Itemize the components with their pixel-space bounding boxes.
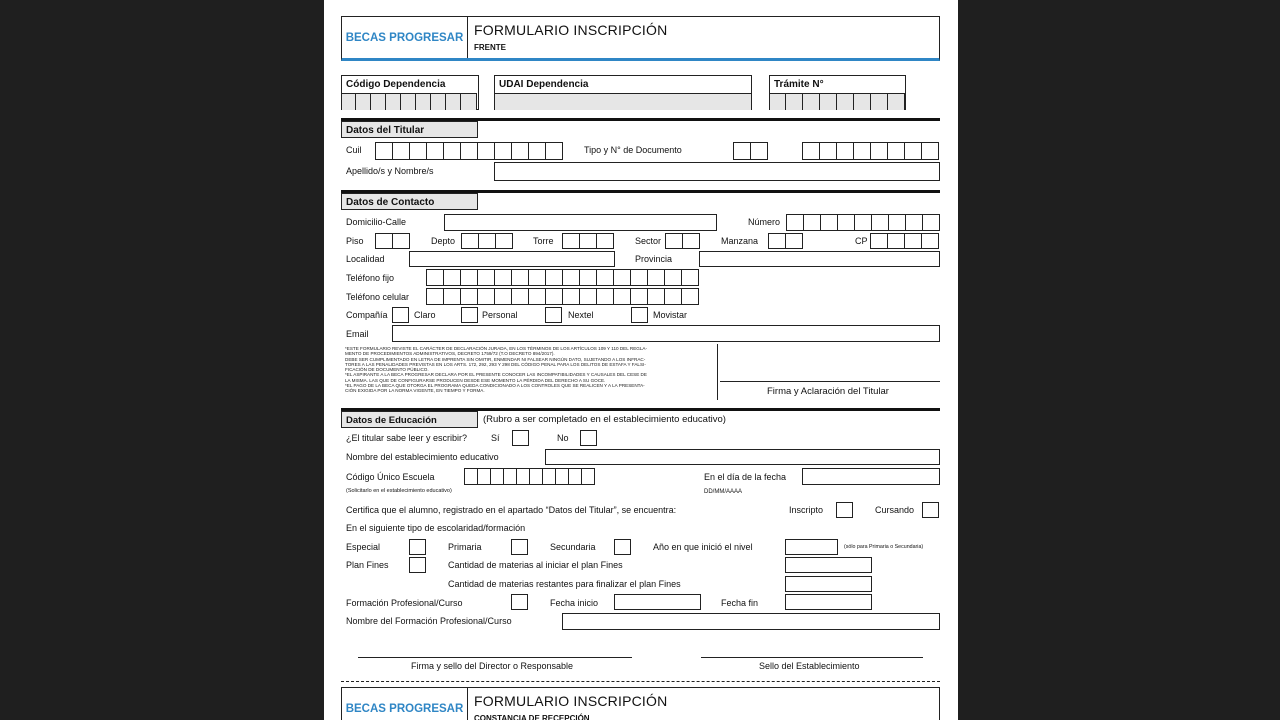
fecha-fin-label: Fecha fin	[721, 598, 759, 608]
email-input[interactable]	[392, 325, 940, 342]
receipt-title: FORMULARIO INSCRIPCIÓN	[474, 693, 668, 709]
formacion-label: Formación Profesional/Curso	[346, 598, 463, 608]
materias-iniciar-label: Cantidad de materias al iniciar el plan Fines	[448, 560, 623, 570]
receipt-brand-logo: BECAS PROGRESAR	[342, 688, 468, 720]
form-header	[341, 16, 940, 61]
numero-documento-cells[interactable]	[802, 142, 939, 160]
fecha-inicio-label: Fecha inicio	[550, 598, 599, 608]
nextel-label: Nextel	[568, 310, 594, 320]
section-contacto: Datos de Contacto	[341, 193, 478, 210]
si-checkbox[interactable]	[512, 430, 529, 446]
claro-checkbox[interactable]	[392, 307, 409, 323]
torre-label: Torre	[533, 236, 554, 246]
firma-titular-line	[720, 381, 940, 382]
especial-checkbox[interactable]	[409, 539, 426, 555]
depto-cells[interactable]	[461, 233, 513, 249]
cp-label: CP	[855, 236, 868, 246]
manzana-cells[interactable]	[768, 233, 803, 249]
nombre-formacion-input[interactable]	[562, 613, 940, 630]
claro-label: Claro	[414, 310, 436, 320]
torre-cells[interactable]	[562, 233, 614, 249]
certifica-label: Certifica que el alumno, registrado en el apartado “Datos del Titular”, se encuentra:	[346, 505, 677, 515]
sector-cells[interactable]	[665, 233, 700, 249]
form-sheet	[324, 0, 958, 720]
fecha-input[interactable]	[802, 468, 940, 485]
codigo-escuela-label: Código Único Escuela	[346, 472, 435, 482]
codigo-dependencia-box	[341, 75, 479, 110]
sector-label: Sector	[635, 236, 662, 246]
form-title: FORMULARIO INSCRIPCIÓN	[474, 22, 668, 38]
email-label: Email	[346, 329, 369, 339]
cuil-cells[interactable]	[375, 142, 563, 160]
cut-line	[341, 681, 940, 682]
provincia-label: Provincia	[635, 254, 673, 264]
firma-director-label: Firma y sello del Director o Responsable	[411, 661, 574, 671]
apellido-nombre-input[interactable]	[494, 162, 940, 181]
tipo-documento-label: Tipo y N° de Documento	[584, 145, 682, 155]
legal-text: *ESTE FORMULARIO REVISTE EL CARÁCTER DE DECLARACIÓN JURADA, EN LOS TÉRMINOS DE LOS ARTÍCULOS 109 Y 110 DEL REGLA- MENTO DE PROCEDIMIENTOS ADMINISTRATIVOS, DECRETO 1759/72 (T.O DECRETO 894/2017). DEBE SER CUMPLIMENTADO EN LETRA DE IMPRENTA SIN OMITIR, ENMENDAR NI FALSEAR NINGÚN DATO, SUJETANDO A LOS INFRAC- TORES A LAS PENALIDADES PREVISTAS EN LOS ARTS. 172, 292, 293 Y 298 DEL CÓDIGO PENAL PARA LOS DELITOS DE ESTAFA Y FALSI- FICACIÓN DE DOCUMENTO PÚBLICO. *EL ASPIRANTE A LA BECA PROGRESAR DECLARA POR EL PRESENTE CONOCER LAS INCOMPATIBILIDADES Y CAUSALES DEL CESE DE LA MISMA. LAS QUE DE CONFIGURARSE PRODUCEN DESDE ESE MOMENTO LA PÉRDIDA DEL DERECHO A SU GOCE. *EL PAGO DE LA BECA QUE OTORGA EL PROGRAMA QUEDA CONDICIONADO A LOS CONTROLES QUE SE REALICEN Y A LA PRESENTA- CIÓN EXIGIDA POR LA NORMA VIGENTE, EN TIEMPO Y FORMA.	[345, 346, 647, 394]
movistar-label: Movistar	[653, 310, 688, 320]
codigo-dependencia-cells[interactable]	[341, 93, 477, 110]
numero-cells[interactable]	[786, 214, 940, 231]
tramite-cells[interactable]	[769, 93, 905, 110]
movistar-checkbox[interactable]	[631, 307, 648, 323]
compania-label: Compañía	[346, 310, 388, 320]
udai-dependencia-input[interactable]	[495, 93, 751, 110]
numero-label: Número	[748, 217, 781, 227]
nextel-checkbox[interactable]	[545, 307, 562, 323]
fecha-inicio-input[interactable]	[614, 594, 701, 610]
piso-label: Piso	[346, 236, 364, 246]
piso-cells[interactable]	[375, 233, 410, 249]
no-checkbox[interactable]	[580, 430, 597, 446]
establecimiento-label: Nombre del establecimiento educativo	[346, 452, 499, 462]
receipt-subtitle: CONSTANCIA DE RECEPCIÓN	[474, 714, 590, 720]
localidad-label: Localidad	[346, 254, 385, 264]
materias-iniciar-input[interactable]	[785, 557, 872, 573]
codigo-escuela-cells[interactable]	[464, 468, 595, 485]
tramite-box	[769, 75, 906, 110]
manzana-label: Manzana	[721, 236, 759, 246]
personal-label: Personal	[482, 310, 518, 320]
materias-restantes-input[interactable]	[785, 576, 872, 592]
form-subtitle: FRENTE	[474, 43, 506, 52]
localidad-input[interactable]	[409, 251, 615, 267]
udai-dependencia-box	[494, 75, 752, 110]
inscripto-label: Inscripto	[789, 505, 824, 515]
depto-label: Depto	[431, 236, 456, 246]
fecha-fin-input[interactable]	[785, 594, 872, 610]
primaria-label: Primaria	[448, 542, 482, 552]
anio-inicio-hint: (sólo para Primaria o Secundaria)	[844, 544, 924, 550]
tramite-label: Trámite N°	[774, 79, 824, 90]
section-titular: Datos del Titular	[341, 121, 478, 138]
secundaria-checkbox[interactable]	[614, 539, 631, 555]
si-label: Sí	[491, 433, 500, 443]
section-educacion: Datos de Educación	[341, 411, 478, 428]
telefono-celular-cells[interactable]	[426, 288, 699, 305]
fecha-format: DD/MM/AAAA	[704, 489, 743, 495]
udai-dependencia-label: UDAI Dependencia	[499, 79, 589, 90]
apellido-nombre-label: Apellido/s y Nombre/s	[346, 166, 434, 176]
domicilio-input[interactable]	[444, 214, 717, 231]
cuil-label: Cuil	[346, 145, 362, 155]
firma-director-line	[358, 657, 632, 658]
personal-checkbox[interactable]	[461, 307, 478, 323]
fecha-label: En el día de la fecha	[704, 472, 787, 482]
anio-inicio-input[interactable]	[785, 539, 838, 555]
receipt-header	[341, 687, 940, 720]
no-label: No	[557, 433, 569, 443]
sello-line	[701, 657, 923, 658]
escolaridad-label: En el siguiente tipo de escolaridad/formación	[346, 523, 526, 533]
cursando-checkbox[interactable]	[922, 502, 939, 518]
establecimiento-input[interactable]	[545, 449, 940, 465]
firma-titular-label: Firma y Aclaración del Titular	[767, 386, 889, 397]
primaria-checkbox[interactable]	[511, 539, 528, 555]
sello-label: Sello del Establecimiento	[759, 661, 860, 671]
secundaria-label: Secundaria	[550, 542, 596, 552]
codigo-escuela-hint: (Solicitarlo en el establecimiento educativo)	[346, 488, 452, 494]
inscripto-checkbox[interactable]	[836, 502, 853, 518]
codigo-dependencia-label: Código Dependencia	[346, 79, 446, 90]
formacion-checkbox[interactable]	[511, 594, 528, 610]
anio-inicio-label: Año en que inició el nivel	[653, 542, 753, 552]
domicilio-label: Domicilio-Calle	[346, 217, 407, 227]
cp-cells[interactable]	[870, 233, 939, 249]
telefono-fijo-cells[interactable]	[426, 269, 699, 286]
telefono-fijo-label: Teléfono fijo	[346, 273, 395, 283]
provincia-input[interactable]	[699, 251, 940, 267]
tipo-documento-cells[interactable]	[733, 142, 768, 160]
educacion-note: (Rubro a ser completado en el establecimiento educativo)	[483, 414, 726, 425]
brand-logo: BECAS PROGRESAR	[342, 17, 468, 58]
cursando-label: Cursando	[875, 505, 915, 515]
especial-label: Especial	[346, 542, 381, 552]
leer-escribir-label: ¿El titular sabe leer y escribir?	[346, 433, 468, 443]
plan-fines-checkbox[interactable]	[409, 557, 426, 573]
plan-fines-label: Plan Fines	[346, 560, 389, 570]
nombre-formacion-label: Nombre del Formación Profesional/Curso	[346, 616, 512, 626]
materias-restantes-label: Cantidad de materias restantes para finalizar el plan Fines	[448, 579, 681, 589]
telefono-celular-label: Teléfono celular	[346, 292, 410, 302]
